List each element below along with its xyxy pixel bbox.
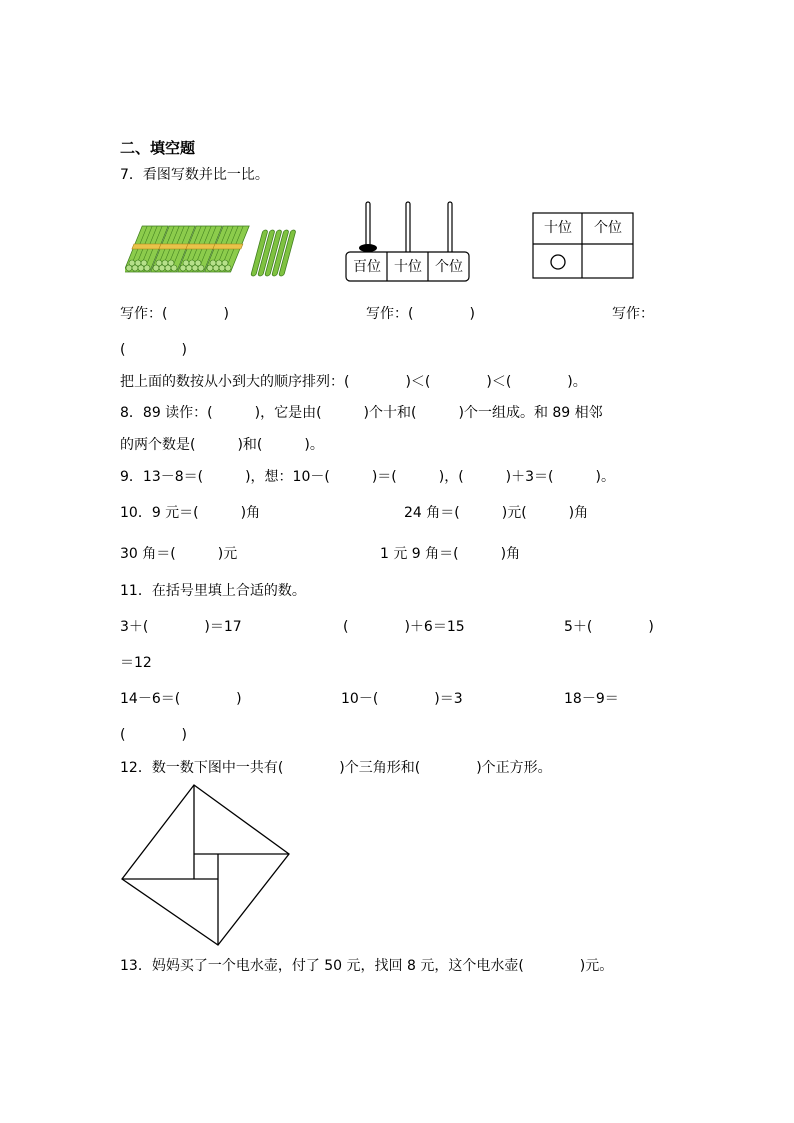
q11-c-continued: ＝12 [120, 655, 152, 671]
outer-square [122, 785, 289, 945]
q11-c: 5＋( ) [564, 619, 654, 635]
abacus-bead [359, 244, 377, 252]
q8-line-2: 的两个数是( )和( )。 [120, 437, 324, 453]
section-title: 二、填空题 [120, 139, 196, 157]
q11-a: 3＋( )＝17 [120, 619, 242, 635]
loose-sticks [251, 230, 296, 276]
q9-line: 9．13－8＝( )，想：10－( )＝( )，( )＋3＝( )。 [120, 469, 615, 485]
q10-b: 24 角＝( )元( )角 [404, 505, 589, 521]
q8-line-1: 8．89 读作：( )，它是由( )个十和( )个一组成。和 89 相邻 [120, 405, 603, 421]
abacus-label-ones: 个位 [435, 259, 463, 275]
q11-title: 11．在括号里填上合适的数。 [120, 583, 306, 599]
q11-d: 14－6＝( ) [120, 691, 242, 707]
q7-order-line: 把上面的数按从小到大的顺序排列：( )＜( )＜( )。 [120, 374, 587, 390]
q11-f-continued: ( ) [120, 727, 187, 743]
place-value-table [532, 212, 634, 279]
table-header-ones: 个位 [594, 220, 622, 236]
sticks-bundles-image [125, 222, 305, 277]
abacus [345, 200, 470, 282]
triangle-square-figure [118, 782, 296, 950]
q7-write-3-blank: ( ) [120, 342, 187, 358]
q7-write-3: 写作： [612, 306, 654, 322]
q7-title: 7．看图写数并比一比。 [120, 167, 269, 183]
q10-c: 30 角＝( )元 [120, 546, 238, 562]
q11-e: 10－( )＝3 [341, 691, 463, 707]
q12-title: 12．数一数下图中一共有( )个三角形和( )个正方形。 [120, 760, 552, 776]
q13-title: 13．妈妈买了一个电水壶，付了 50 元，找回 8 元，这个电水壶( )元。 [120, 958, 614, 974]
table-header-tens: 十位 [544, 220, 572, 236]
q7-write-2: 写作：( ) [366, 306, 475, 322]
q10-a: 10．9 元＝( )角 [120, 505, 261, 521]
q11-b: ( )＋6＝15 [343, 619, 465, 635]
abacus-label-hundreds: 百位 [353, 259, 381, 275]
abacus-label-tens: 十位 [394, 259, 422, 275]
q10-d: 1 元 9 角＝( )角 [380, 546, 521, 562]
q7-write-1: 写作：( ) [120, 306, 229, 322]
q11-f: 18－9＝ [564, 691, 619, 707]
